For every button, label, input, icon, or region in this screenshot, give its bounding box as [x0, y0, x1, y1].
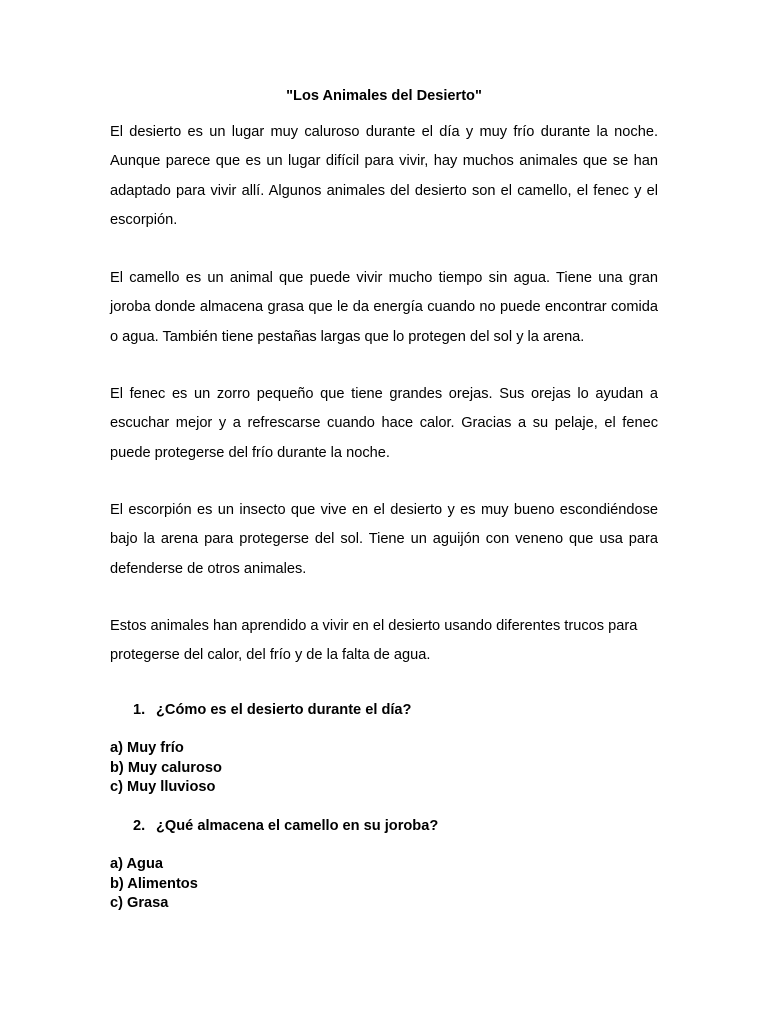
question-2-options: [110, 855, 198, 914]
option-a: a) Agua: [110, 856, 163, 872]
option-b: b) Muy caluroso: [110, 759, 222, 776]
question-number: 2.: [133, 818, 146, 834]
question-number: 1.: [133, 702, 146, 718]
option-c: c) Grasa: [110, 895, 169, 912]
paragraph-fenec: El fenec es un zorro pequeño que tiene grandes orejas. Sus orejas lo ayudan a escuchar mejor y a refrescarse cuando hace calor. Gracias a su pelaje, el fenec puede protegerse del frío durante la noche.: [110, 386, 658, 461]
option-b: b) Alimentos: [110, 875, 198, 892]
paragraph-intro: El desierto es un lugar muy caluroso durante el día y muy frío durante la noche. Aunque parece que es un lugar difícil para vivir, hay muchos animales que se han adaptado para vivir allí. Algunos animales del desierto son el camello, el fenec y el escorpión.: [110, 124, 658, 228]
question-1: [133, 700, 411, 720]
paragraph-conclusion: Estos animales han aprendido a vivir en el desierto usando diferentes trucos para protegerse del calor, del frío y de la falta de agua.: [110, 618, 638, 664]
document-title: "Los Animales del Desierto": [286, 88, 482, 104]
option-c: c) Muy lluvioso: [110, 779, 216, 796]
question-2: [133, 816, 438, 836]
question-text: ¿Cómo es el desierto durante el día?: [156, 702, 412, 718]
question-1-options: [110, 739, 222, 798]
option-a: a) Muy frío: [110, 740, 184, 756]
paragraph-camello: El camello es un animal que puede vivir mucho tiempo sin agua. Tiene una gran joroba donde almacena grasa que le da energía cuando no puede encontrar comida o agua. También tiene pestañas largas que lo protegen del sol y la arena.: [110, 270, 658, 345]
paragraph-escorpion: El escorpión es un insecto que vive en el desierto y es muy bueno escondiéndose bajo la arena para protegerse del sol. Tiene un aguijón con veneno que usa para defenderse de otros animales.: [110, 502, 658, 577]
question-text: ¿Qué almacena el camello en su joroba?: [156, 818, 439, 834]
